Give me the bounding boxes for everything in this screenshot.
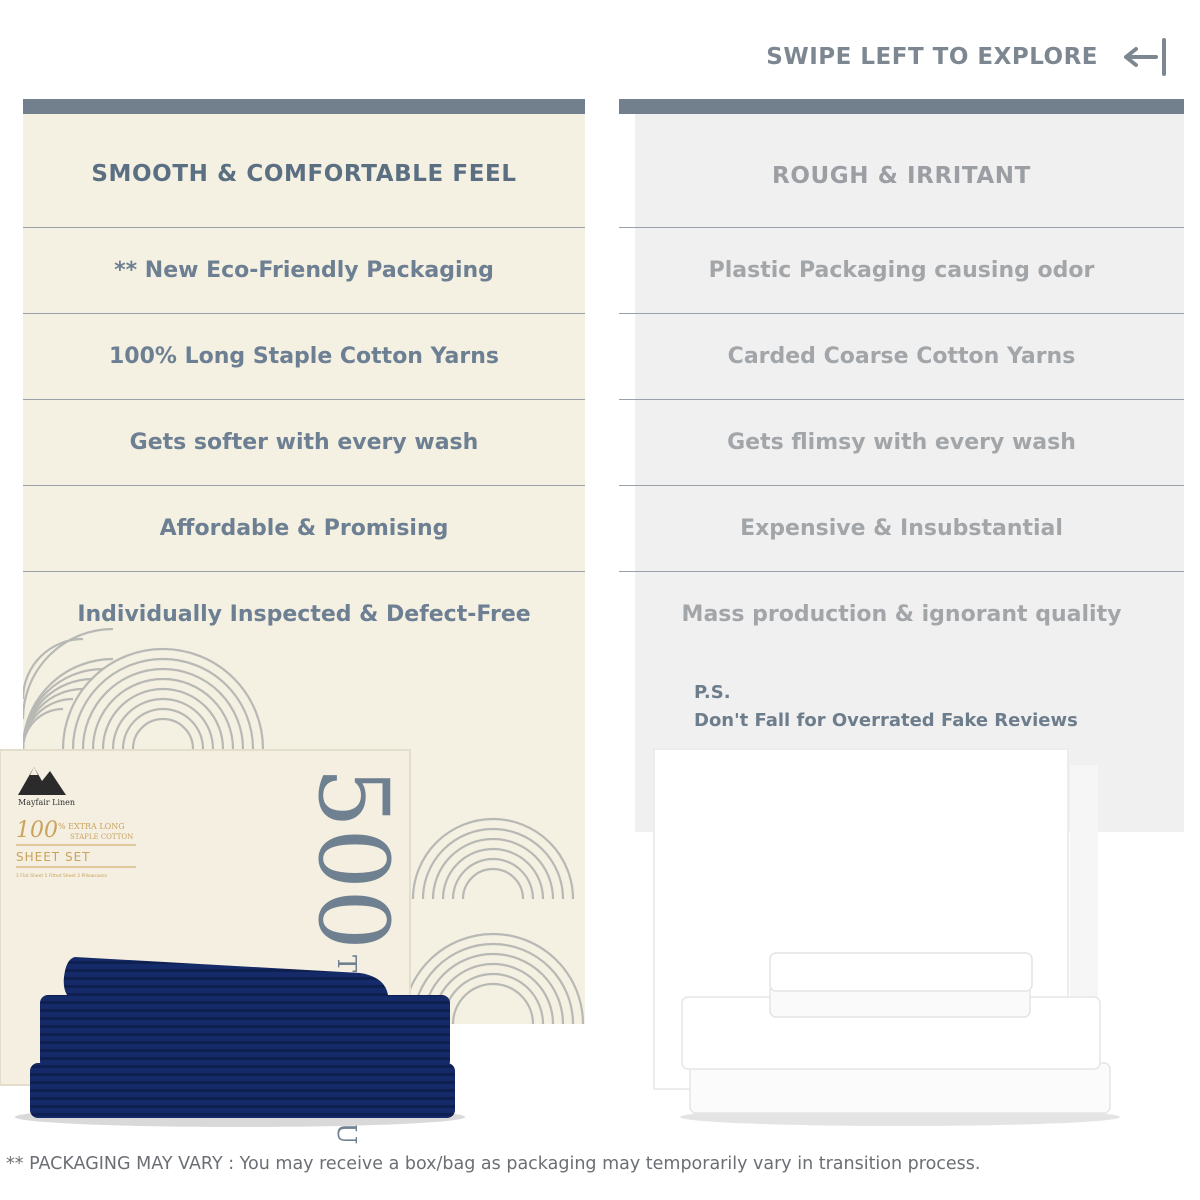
badge-line2: STAPLE COTTON	[70, 833, 134, 841]
row-label: ** New Eco-Friendly Packaging	[114, 258, 494, 283]
header-label: ROUGH & IRRITANT	[772, 163, 1031, 189]
comparison-row	[23, 486, 585, 571]
row-label: Plastic Packaging causing odor	[708, 258, 1095, 283]
comparison-row	[619, 400, 1184, 485]
pillowcase-top	[770, 953, 1032, 991]
comparison-row	[23, 400, 585, 485]
comparison-row	[23, 314, 585, 399]
row-label: Gets softer with every wash	[129, 430, 479, 455]
comparison-header-others	[619, 123, 1184, 229]
row-label: Individually Inspected & Defect-Free	[77, 602, 531, 627]
row-label: Carded Coarse Cotton Yarns	[727, 344, 1076, 369]
thread-count: 500	[297, 767, 409, 951]
comparison-header-ours	[23, 121, 585, 227]
packaging-disclaimer: ** PACKAGING MAY VARY : You may receive a box/bag as packaging may temporarily vary in transition process.	[6, 1154, 981, 1174]
badge-number: 100	[16, 818, 58, 843]
swipe-hint[interactable]	[766, 38, 1168, 76]
ps-label: P.S.	[694, 682, 731, 703]
ps-text: Don't Fall for Overrated Fake Reviews	[694, 710, 1078, 731]
product-name: SHEET SET	[16, 850, 91, 864]
header-label: SMOOTH & COMFORTABLE FEEL	[91, 161, 517, 187]
badge-suffix: % EXTRA LONG	[58, 822, 125, 831]
comparison-row	[619, 486, 1184, 571]
product-image-ours	[0, 745, 490, 1145]
row-label: Expensive & Insubstantial	[740, 516, 1063, 541]
column-top-bar	[619, 99, 1184, 114]
comparison-row	[619, 228, 1184, 313]
comparison-row	[619, 572, 1184, 657]
brand-name: Mayfair Linen	[18, 798, 76, 807]
swipe-hint-label: SWIPE LEFT TO EXPLORE	[766, 44, 1098, 70]
arrow-left-to-bar-icon	[1120, 38, 1168, 76]
folded-sheet-bottom	[690, 1063, 1110, 1113]
product-contents: 1 Flat Sheet 1 Fitted Sheet 2 Pillowcases	[16, 874, 108, 879]
ps-note	[694, 679, 1078, 735]
row-label: Affordable & Promising	[159, 516, 449, 541]
row-label: Mass production & ignorant quality	[681, 602, 1122, 627]
comparison-row	[23, 228, 585, 313]
comparison-row	[23, 572, 585, 657]
row-label: Gets flimsy with every wash	[727, 430, 1076, 455]
row-label: 100% Long Staple Cotton Yarns	[109, 344, 499, 369]
product-image-others	[650, 745, 1170, 1145]
folded-sheet-bottom	[30, 1063, 455, 1118]
comparison-row	[619, 314, 1184, 399]
